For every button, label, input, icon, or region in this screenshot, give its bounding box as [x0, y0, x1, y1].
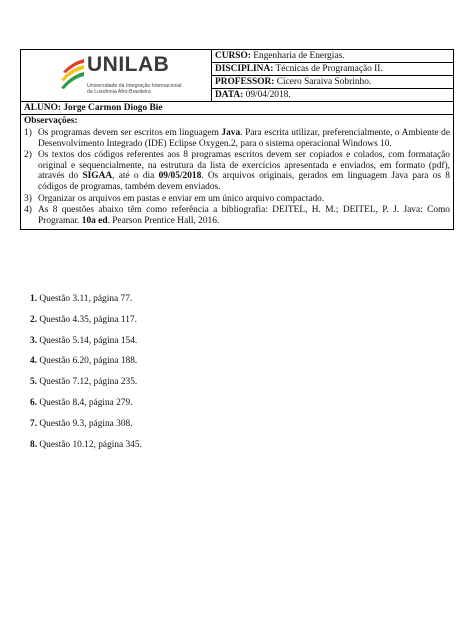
- observacoes-title: Observações:: [24, 116, 78, 126]
- aluno-row: ALUNO: Jorge Carmon Diogo Bie: [21, 102, 454, 115]
- unilab-logo: [21, 52, 211, 100]
- question-item: 7. Questão 9.3, página 308.: [30, 418, 133, 429]
- unilab-logo-mark-icon: [59, 58, 85, 92]
- question-item: 6. Questão 8.4, página 279.: [30, 397, 133, 408]
- observacao-item: 4) As 8 questões abaixo têm como referência a bibliografia: DEITEL, H. M.; DEITEL, P. J. Java: Como Programar. 10a ed. Pearson Prentice Hall, 2016.: [24, 205, 450, 226]
- disciplina-row: DISCIPLINA: Técnicas de Programação II.: [212, 63, 454, 76]
- question-item: 8. Questão 10.12, página 345.: [30, 439, 142, 450]
- curso-row: CURSO: Engenharia de Energias.: [212, 50, 454, 63]
- logo-wordmark: UNILAB: [87, 52, 170, 76]
- logo-subtitle: Universidade da Integração Internacional da Lusofonia Afro-Brasileira: [87, 82, 182, 95]
- question-item: 4. Questão 6.20, página 188.: [30, 356, 138, 367]
- data-row: DATA: 09/04/2018.: [212, 89, 454, 102]
- observacao-item: 1) Os programas devem ser escritos em linguagem Java. Para escrita utilizar, preferencialmente, o Ambiente de Desenvolvimento Integrado (IDE) Eclipse Oxygen.2, para o sistema operacional Windows 10.: [24, 128, 450, 149]
- logo-cell: [21, 50, 212, 102]
- observacoes-box: [21, 115, 454, 230]
- questions-list: [30, 293, 142, 459]
- observacao-item: 3) Organizar os arquivos em pastas e enviar em um único arquivo compactado.: [24, 193, 325, 204]
- question-item: 3. Questão 5.14, página 154.: [30, 335, 138, 346]
- header-table: [20, 49, 454, 230]
- observacao-item: 2) Os textos dos códigos referentes aos 8 programas escritos devem ser copiados e colados, com formatação original e sequencialmente, na estrutura da lista de exercícios apresentada e enviados, em formato (pdf), através do SIGAA, até o dia 09/05/2018. Os arquivos originais, gerados em linguagem Java para os 8 códigos de programas, também devem enviados.: [24, 150, 450, 192]
- question-item: 5. Questão 7.12, página 235.: [30, 377, 138, 388]
- professor-row: PROFESSOR: Cícero Saraiva Sobrinho.: [212, 76, 454, 89]
- question-item: 1. Questão 3.11, página 77.: [30, 294, 133, 304]
- question-item: 2. Questão 4.35, página 117.: [30, 314, 137, 325]
